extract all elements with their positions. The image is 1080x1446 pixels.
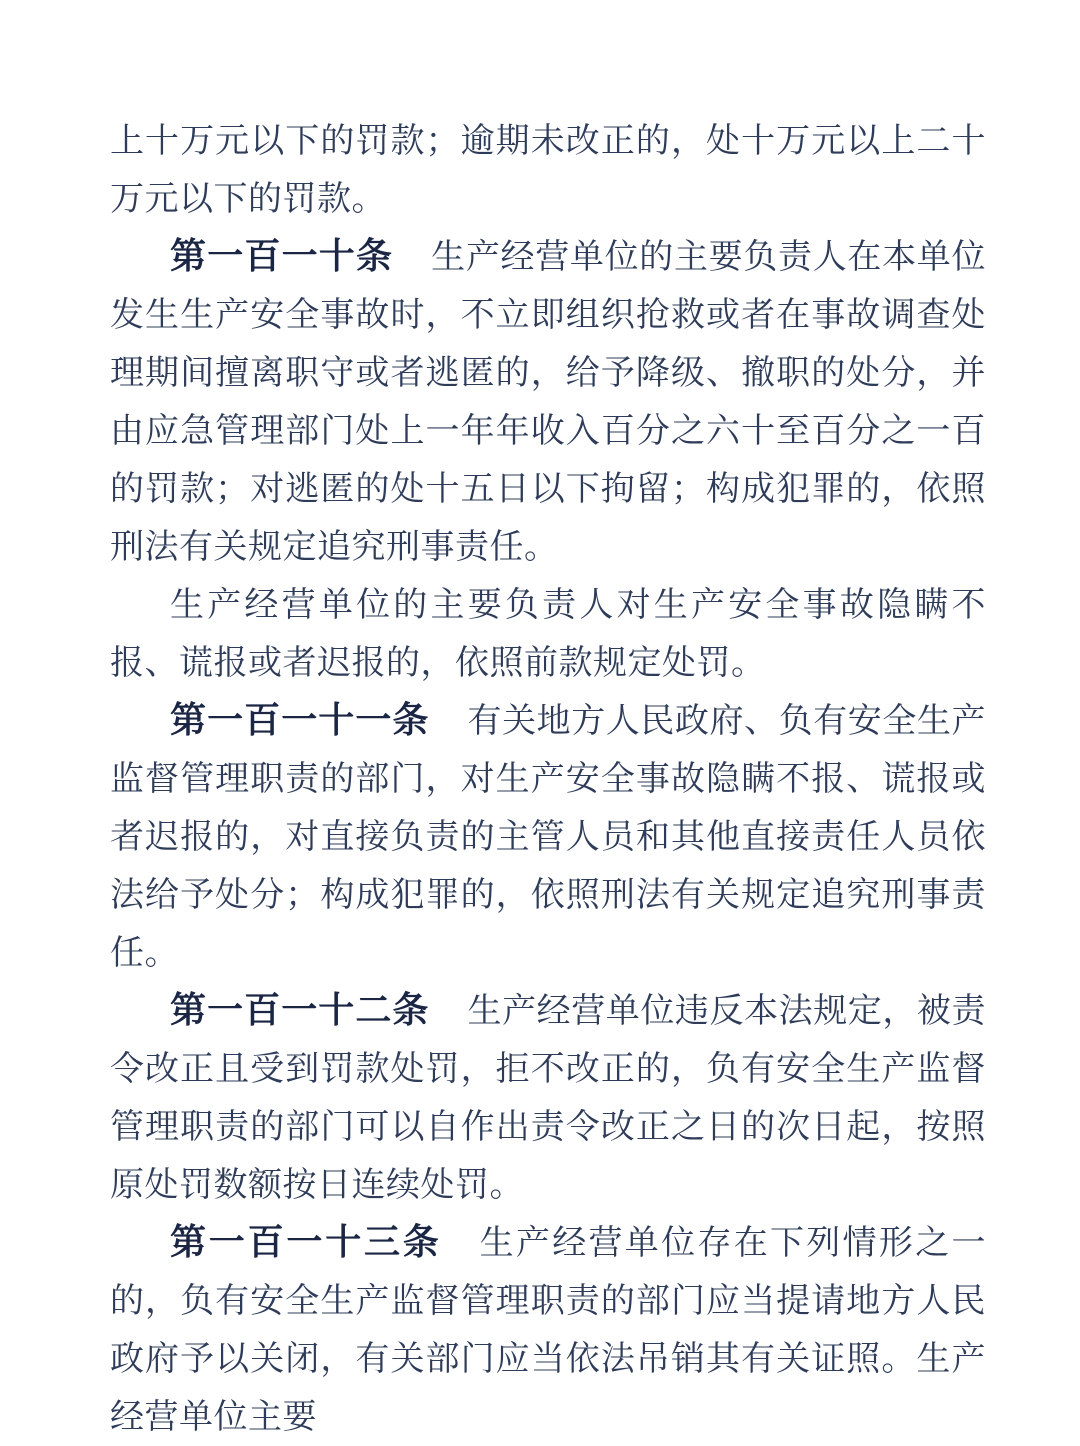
paragraph [110,982,986,1214]
article-number: 第一百一十条 [170,236,394,277]
paragraph-text: 生产经营单位违反本法规定，被责令改正且受到罚款处罚，拒不改正的，负有安全生产监督管理职责的部门可以自作出责令改正之日的次日起，按照原处罚数额按日连续处罚。 [110,991,986,1205]
paragraph-text: 上十万元以下的罚款；逾期未改正的，处十万元以上二十万元以下的罚款。 [110,121,986,219]
paragraph [110,1214,986,1446]
paragraph-text: 生产经营单位的主要负责人对生产安全事故隐瞒不报、谎报或者迟报的，依照前款规定处罚。 [110,585,986,683]
paragraph [110,112,986,228]
paragraph [110,576,986,692]
paragraph-text: 有关地方人民政府、负有安全生产监督管理职责的部门，对生产安全事故隐瞒不报、谎报或者迟报的，对直接负责的主管人员和其他直接责任人员依法给予处分；构成犯罪的，依照刑法有关规定追究刑事责任。 [110,701,986,973]
paragraph-text: 生产经营单位存在下列情形之一的，负有安全生产监督管理职责的部门应当提请地方人民政府予以关闭，有关部门应当依法吊销其有关证照。生产经营单位主要 [110,1223,986,1437]
paragraph [110,228,986,576]
paragraph-text: 生产经营单位的主要负责人在本单位发生生产安全事故时，不立即组织抢救或者在事故调查处理期间擅离职守或者逃匿的，给予降级、撤职的处分，并由应急管理部门处上一年年收入百分之六十至百分之一百的罚款；对逃匿的处十五日以下拘留；构成犯罪的，依照刑法有关规定追究刑事责任。 [110,237,986,567]
paragraph [110,692,986,982]
document-body [110,112,986,1446]
article-number: 第一百一十二条 [170,990,430,1031]
article-number: 第一百一十一条 [170,700,430,741]
article-number: 第一百一十三条 [170,1222,442,1263]
